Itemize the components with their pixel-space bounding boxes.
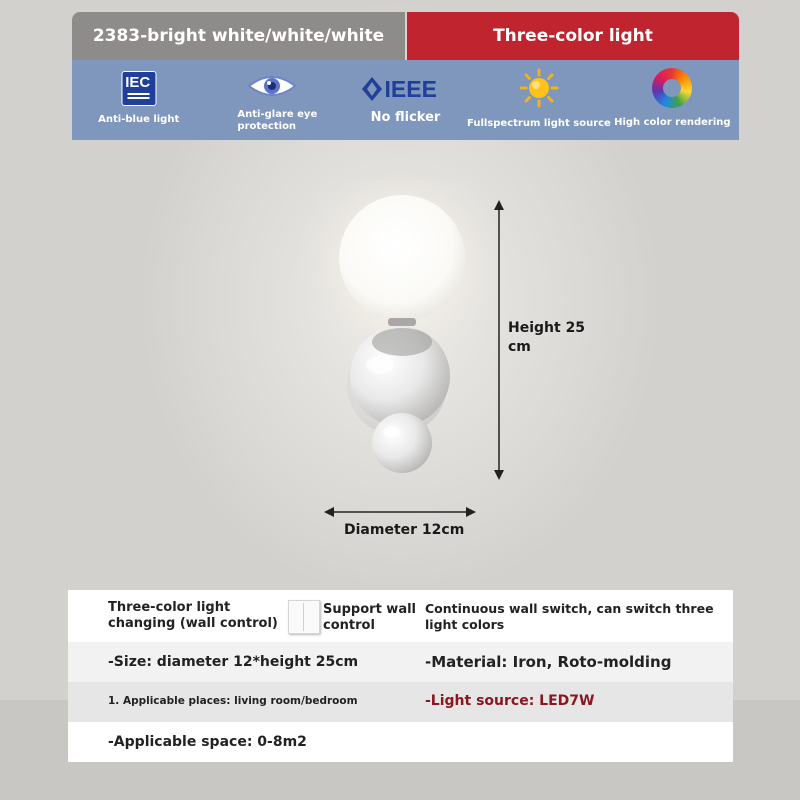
feature-label: No flicker	[370, 110, 441, 125]
feature-strip	[72, 60, 739, 140]
height-label: Height 25 cm	[508, 320, 586, 355]
spec-applicable-places: 1. Applicable places: living room/bedroom	[108, 695, 358, 707]
spec-table	[68, 590, 733, 762]
spec-size: -Size: diameter 12*height 25cm	[108, 654, 359, 670]
feature-anti-glare	[205, 60, 338, 140]
feature-anti-blue-light	[72, 60, 205, 140]
variant-tab-label: Three-color light	[493, 26, 653, 46]
spec-applicable-space: -Applicable space: 0-8m2	[108, 734, 307, 750]
feature-label: Fullspectrum light source	[467, 118, 611, 129]
spec-material: -Material: Iron, Roto-molding	[425, 653, 672, 671]
wall-switch-icon	[288, 600, 320, 634]
spec-row	[68, 682, 733, 722]
spec-row	[68, 590, 733, 642]
color-wheel-icon	[652, 68, 692, 108]
spec-row	[68, 642, 733, 682]
feature-label: Anti-blue light	[98, 114, 180, 125]
spec-row	[68, 722, 733, 762]
eye-icon	[247, 72, 297, 100]
variant-tab-bright-white[interactable]	[72, 12, 405, 60]
ieee-icon: IEEE	[361, 76, 451, 102]
spec-switch-description: Continuous wall switch, can switch three light colors	[425, 601, 714, 632]
spec-control-mode: Three-color light changing (wall control)	[108, 600, 278, 631]
iec-icon: IEC	[121, 71, 156, 106]
diameter-label: Diameter 12cm	[344, 522, 465, 538]
sun-icon	[519, 68, 559, 108]
height-dimension-arrow	[492, 200, 506, 480]
feature-high-color-rendering	[606, 60, 739, 140]
variant-tab-three-color[interactable]	[407, 12, 739, 60]
feature-label: High color rendering	[614, 117, 731, 128]
spec-wall-control: Support wall control	[323, 602, 417, 633]
feature-label: Anti-glare eye protection	[237, 109, 318, 132]
feature-no-flicker	[339, 60, 472, 140]
wall-lamp-image	[300, 180, 520, 480]
diameter-dimension-arrow	[324, 506, 476, 518]
feature-full-spectrum	[467, 60, 611, 140]
spec-light-source: -Light source: LED7W	[425, 693, 595, 709]
variant-tab-label: 2383-bright white/white/white	[92, 26, 385, 46]
